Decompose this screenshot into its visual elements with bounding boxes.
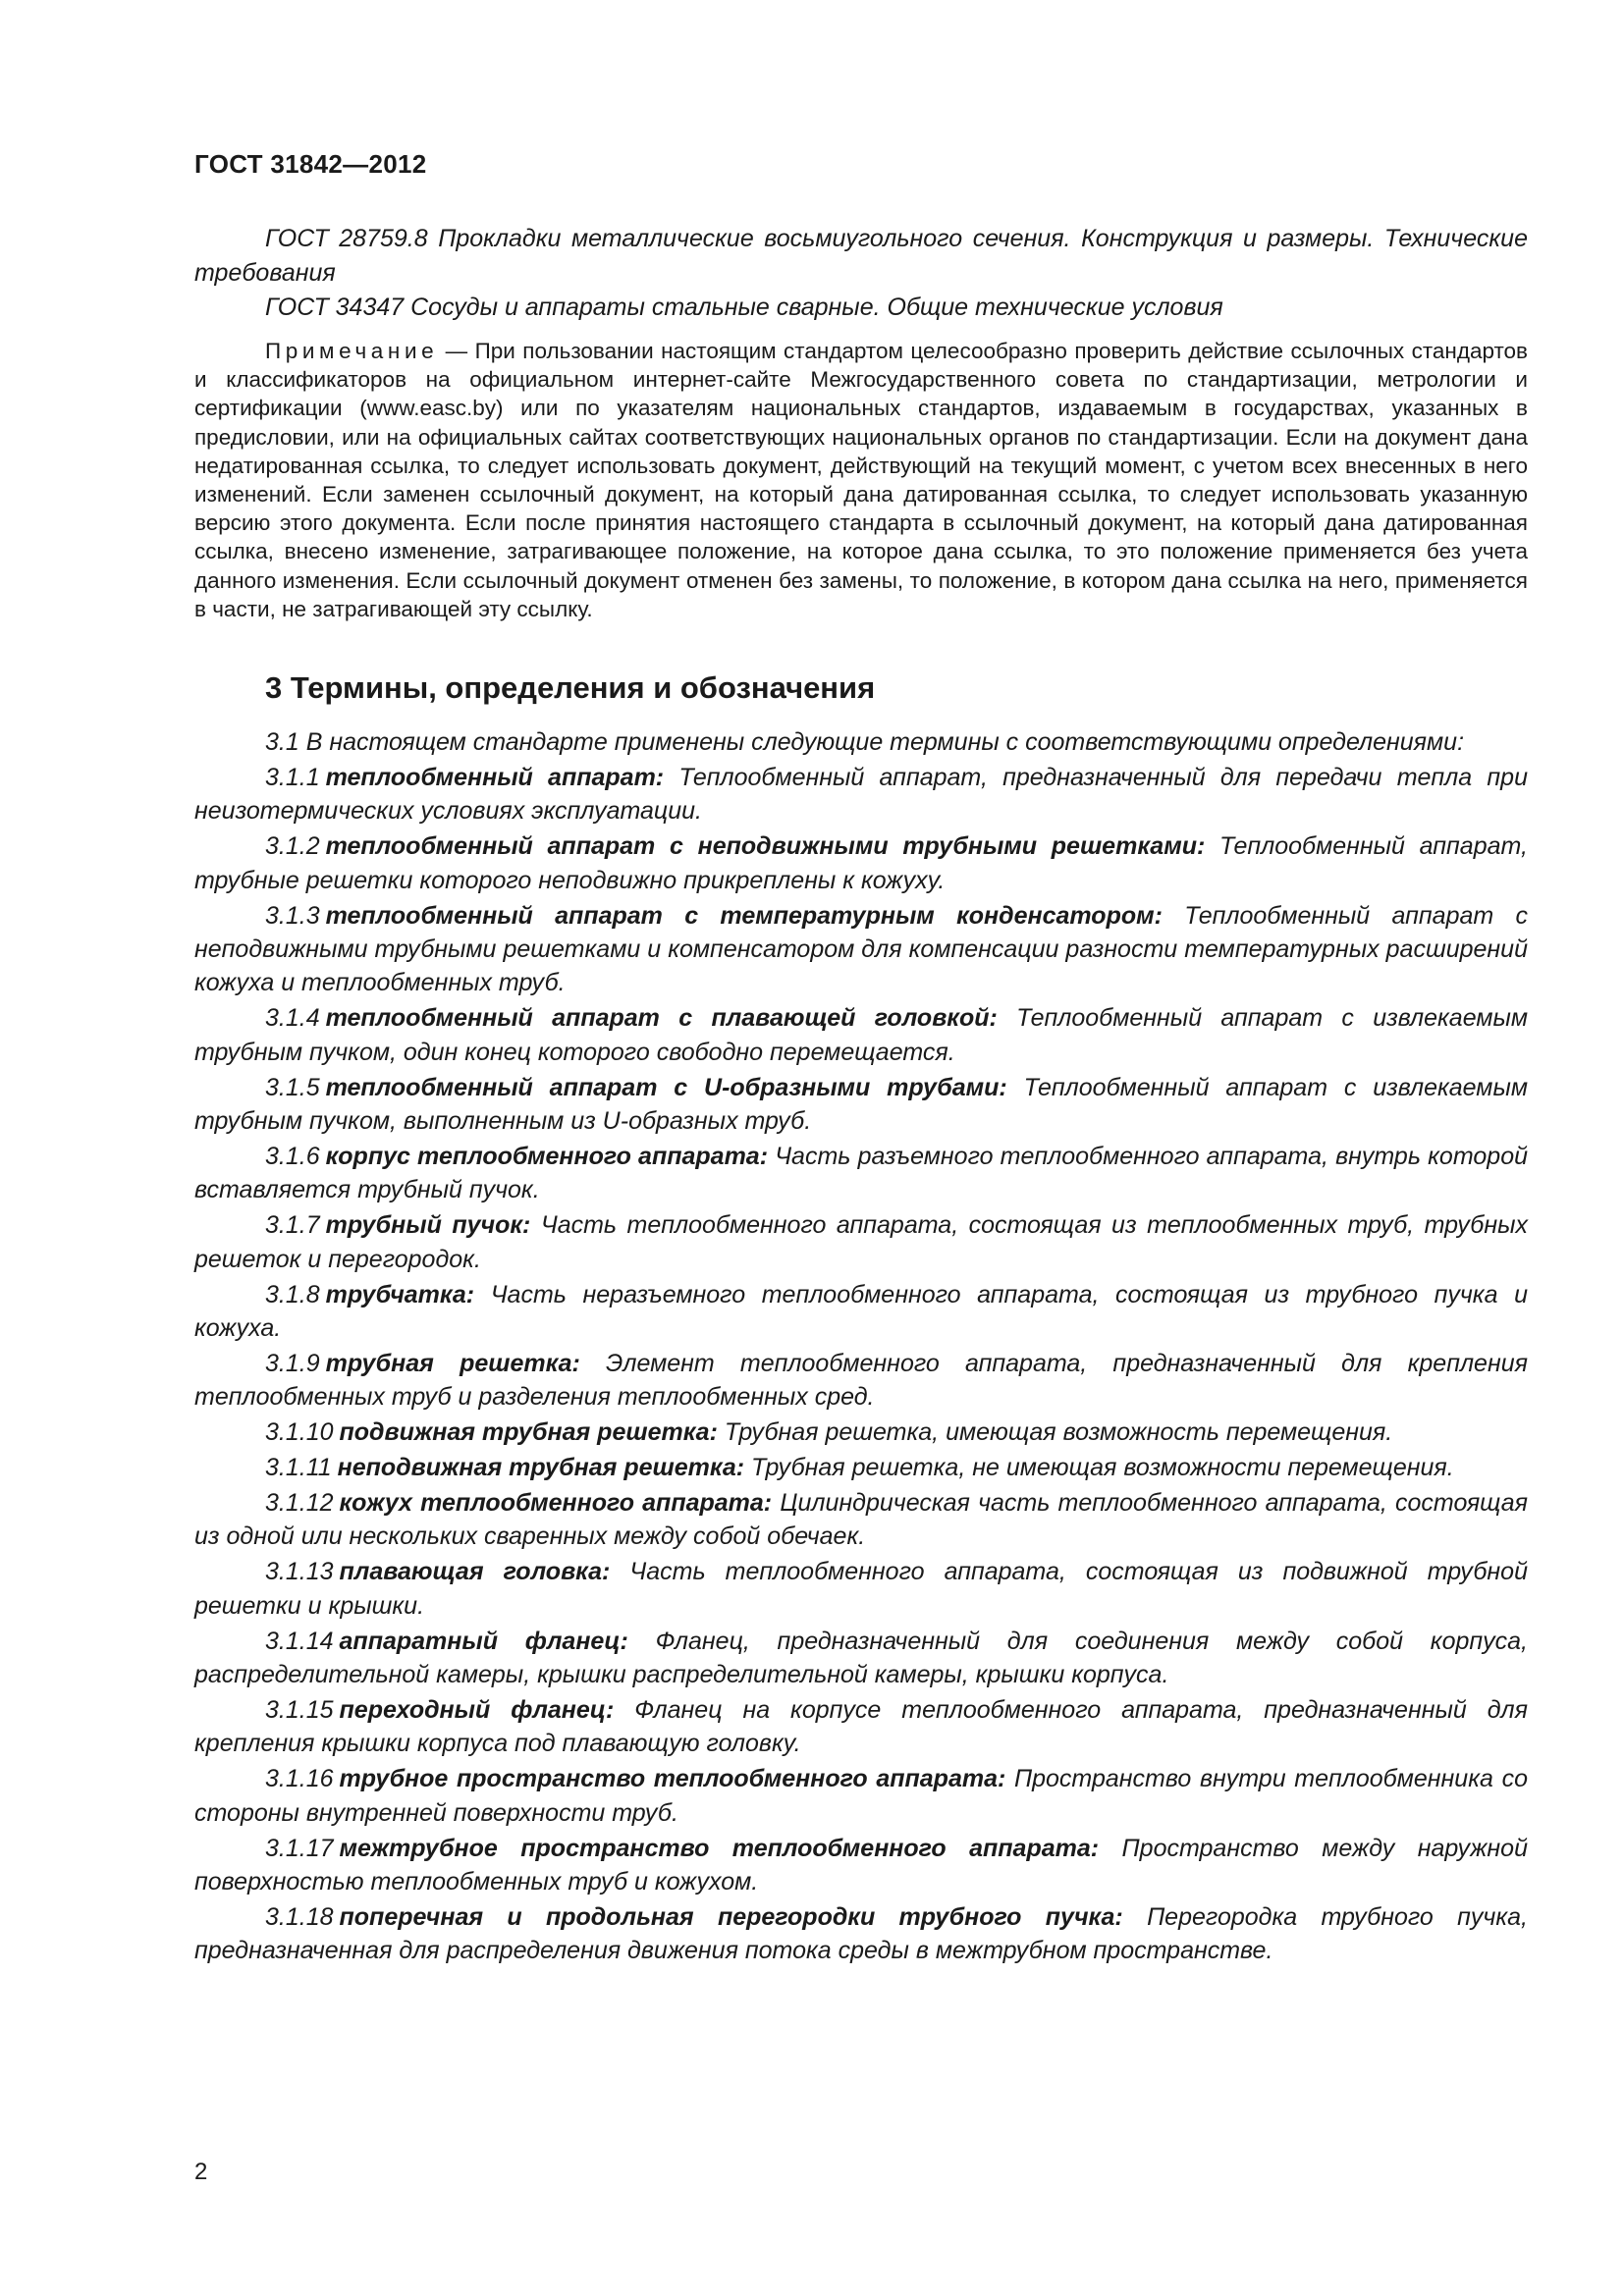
term-definition [194,1140,1528,1207]
term-definition [194,1451,1528,1484]
term-number: 3.1.10 [265,1418,334,1447]
term-text: Теплообменный аппарат, трубные решетки которого неподвижно прикреплены к кожуху. [194,832,1528,894]
term-name: неподвижная трубная решетка: [337,1454,745,1482]
term-name: теплообменный аппарат с плавающей головкой: [325,1004,998,1033]
term-name: трубный пучок: [325,1211,531,1240]
term-definition [194,1832,1528,1899]
term-name: теплообменный аппарат с U-образными трубами: [325,1073,1007,1101]
term-name: переходный фланец: [339,1695,615,1724]
term-name: теплообменный аппарат с неподвижными трубными решетками: [325,832,1206,861]
term-text: Часть неразъемного теплообменного аппарата, состоящая из трубного пучка и кожуха. [194,1280,1528,1342]
reference-entry: ГОСТ 34347 Сосуды и аппараты стальные сварные. Общие технические условия [265,294,1223,321]
term-definition [194,899,1528,1000]
term-number: 3.1.9 [265,1349,320,1377]
term-number: 3.1.2 [265,832,320,861]
page-content [194,222,1528,1969]
term-text: Фланец, предназначенный для соединения между собой корпуса, распределительной камеры, крышки распределительной камеры, крышки корпуса. [194,1627,1529,1688]
term-definition [194,1347,1528,1415]
term-definition [194,829,1528,897]
term-number: 3.1.8 [265,1280,320,1308]
term-name: плавающая головка: [339,1558,611,1586]
term-text: Теплообменный аппарат с неподвижными трубными решетками и компенсатором для компенсации разности температурных расширений кожуха и теплообменных труб. [194,901,1529,997]
term-definition [194,1486,1528,1554]
term-number: 3.1.14 [265,1627,334,1655]
term-text: Пространство внутри теплообменника со стороны внутренней поверхности труб. [194,1765,1528,1827]
term-definition [194,1001,1528,1069]
term-number: 3.1.3 [265,901,320,930]
term-definition [194,1415,1528,1449]
term-number: 3.1.12 [265,1488,334,1517]
term-definition [194,1278,1528,1346]
term-definition [194,1900,1528,1968]
term-text: Трубная решетка, не имеющая возможности перемещения. [751,1454,1454,1482]
term-number: 3.1.1 [265,763,320,791]
term-text: Теплообменный аппарат с извлекаемым трубным пучком, один конец которого свободно перемещается. [194,1004,1528,1066]
term-definition [194,1555,1528,1623]
term-text: Трубная решетка, имеющая возможность перемещения. [724,1418,1393,1447]
term-definition [194,1762,1528,1830]
term-name: кожух теплообменного аппарата: [339,1488,773,1517]
term-number: 3.1.7 [265,1211,320,1240]
term-number: 3.1.13 [265,1558,334,1586]
term-text: Часть теплообменного аппарата, состоящая из теплообменных труб, трубных решеток и перегородок. [194,1211,1528,1273]
term-number: 3.1.5 [265,1073,320,1101]
term-number: 3.1.4 [265,1004,320,1033]
page-number: 2 [194,2159,208,2185]
term-name: теплообменный аппарат: [325,763,665,791]
term-name: корпус теплообменного аппарата: [325,1142,769,1170]
term-name: трубное пространство теплообменного аппарата: [339,1765,1006,1793]
term-text: Теплообменный аппарат, предназначенный для передачи тепла при неизотермических условиях эксплуатации. [194,763,1528,826]
term-number: 3.1.17 [265,1834,334,1862]
term-name: аппаратный фланец: [339,1627,628,1655]
term-name: поперечная и продольная перегородки трубного пучка: [339,1902,1123,1931]
term-text: Теплообменный аппарат с извлекаемым трубным пучком, выполненным из U-образных труб. [194,1073,1528,1135]
term-name: трубчатка: [325,1280,475,1308]
term-text: Часть разъемного теплообменного аппарата, внутрь которой вставляется трубный пучок. [194,1142,1528,1204]
section-title: 3 Термины, определения и обозначения [265,670,876,706]
note-text: — При пользовании настоящим стандартом целесообразно проверить действие ссылочных стандартов и классификаторов на официальном интернет-сайте Межгосударственного совета по стандартизации, метрологии и сертификации (www.easc.by) или по указателям национальных стандартов, издаваемым в государствах, указанных в предисловии, или на официальных сайтах соответствующих национальных органов по стандартизации. Если на документ дана недатированная ссылка, то следует использовать документ, действующий на текущий момент, с учетом всех внесенных в него изменений. Если заменен ссылочный документ, на который дана датированная ссылка, то следует использовать указанную версию этого документа. Если после принятия настоящего стандарта в ссылочный документ, на который дана датированная ссылка, внесено изменение, затрагивающее положение, на которое дана ссылка, то это положение применяется без учета данного изменения. Если ссылочный документ отменен без замены, то положение, в котором дана ссылка на него, применяется в части, не затрагивающей эту ссылку. [194,339,1528,621]
term-definition [194,1208,1528,1276]
note-paragraph [194,337,1528,623]
term-text: Перегородка трубного пучка, предназначенная для распределения движения потока среды в межтрубном пространстве. [194,1902,1528,1965]
term-text: Часть теплообменного аппарата, состоящая из подвижной трубной решетки и крышки. [194,1558,1528,1620]
term-text: Пространство между наружной поверхностью теплообменных труб и кожухом. [194,1834,1528,1896]
terms-list [194,761,1528,1968]
term-name: межтрубное пространство теплообменного аппарата: [339,1834,1100,1862]
section-intro: 3.1 В настоящем стандарте применены следующие термины с соответствующими определениями: [265,728,1465,757]
term-text: Цилиндрическая часть теплообменного аппарата, состоящая из одной или нескольких сваренных между собой обечаек. [194,1488,1528,1551]
term-name: теплообменный аппарат с температурным конденсатором: [325,901,1163,930]
term-definition [194,761,1528,828]
term-definition [194,1693,1528,1761]
term-number: 3.1.18 [265,1902,334,1931]
reference-entry: ГОСТ 28759.8 Прокладки металлические восьмиугольного сечения. Конструкция и размеры. Технические требования [194,225,1528,287]
term-number: 3.1.11 [265,1454,332,1482]
term-number: 3.1.15 [265,1695,334,1724]
term-name: подвижная трубная решетка: [339,1418,718,1447]
term-text: Фланец на корпусе теплообменного аппарата, предназначенный для крепления крышки корпуса под плавающую головку. [194,1695,1528,1758]
term-number: 3.1.16 [265,1765,334,1793]
term-number: 3.1.6 [265,1142,320,1170]
term-text: Элемент теплообменного аппарата, предназначенный для крепления теплообменных труб и разделения теплообменных сред. [194,1349,1528,1412]
standard-header: ГОСТ 31842—2012 [194,149,427,179]
term-name: трубная решетка: [325,1349,580,1377]
note-label: Примечание [265,339,439,363]
term-definition [194,1625,1528,1692]
term-definition [194,1071,1528,1139]
